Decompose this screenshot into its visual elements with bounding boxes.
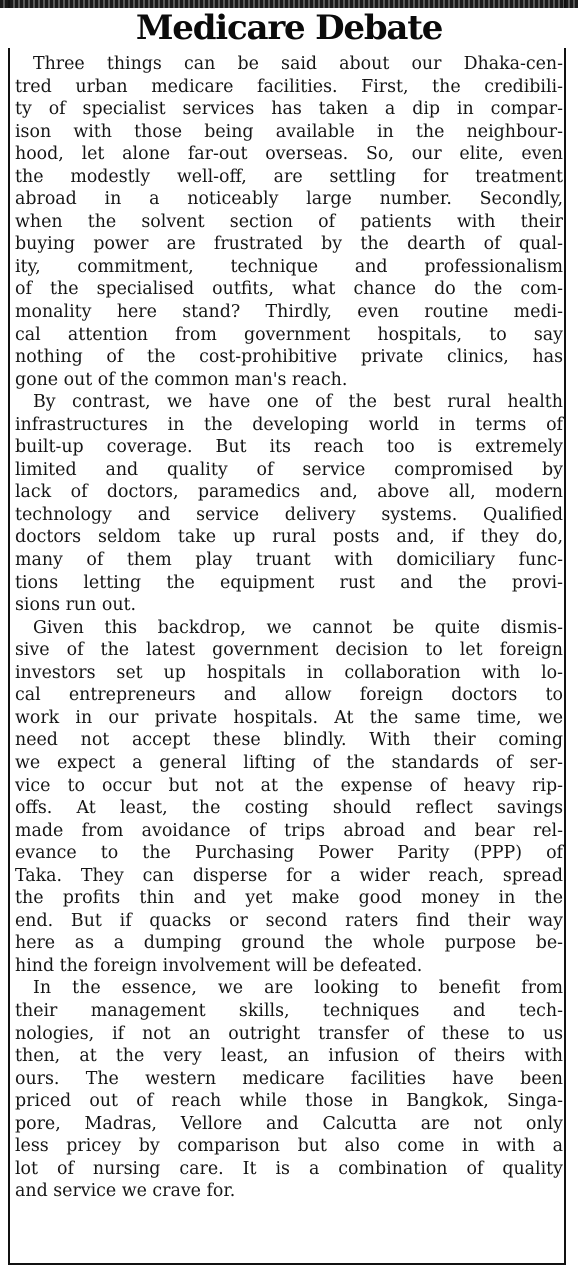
article-line: ity, commitment, technique and professionalism — [15, 256, 563, 277]
article-line: priced out of reach while those in Bangkok, Singa- — [15, 1091, 563, 1112]
article-line: cal entrepreneurs and allow foreign doctors to — [15, 685, 563, 706]
article-line: infrastructures in the developing world in terms of — [15, 414, 563, 435]
article-line: abroad in a noticeably large number. Secondly, — [15, 189, 563, 210]
article-line: their management skills, techniques and tech- — [15, 1000, 563, 1021]
article-line: evance to the Purchasing Power Parity (PPP) of — [15, 843, 563, 864]
article-headline: Medicare Debate — [0, 8, 578, 48]
article-line: gone out of the common man's reach. — [15, 369, 348, 390]
article-line: less pricey by comparison but also come in with a — [15, 1136, 563, 1157]
article-line: then, at the very least, an infusion of theirs with — [15, 1046, 563, 1067]
article-line: ty of specialist services has taken a dip in compar- — [15, 99, 563, 120]
article-line: hind the foreign involvement will be defeated. — [15, 955, 423, 976]
article-line: pore, Madras, Vellore and Calcutta are not only — [15, 1113, 563, 1134]
article-line: many of them play truant with domiciliary func- — [15, 550, 563, 571]
cropped-heading-glyphs — [90, 1264, 101, 1276]
article-line: and service we crave for. — [15, 1181, 236, 1202]
article-line: we expect a general lifting of the standards of ser- — [15, 752, 563, 773]
article-line: vice to occur but not at the expense of heavy rip- — [15, 775, 563, 796]
next-article-heading-cropped — [0, 1262, 578, 1276]
article-line: In the essence, we are looking to benefit from — [33, 978, 563, 999]
article-line: of the specialised outfits, what chance do the com- — [15, 279, 563, 300]
article-line: hood, let alone far-out overseas. So, our elite, even — [15, 144, 563, 165]
article-line: the modestly well-off, are settling for treatment — [15, 166, 563, 187]
article-line: tred urban medicare facilities. First, the credibili- — [15, 76, 563, 97]
article-line: nothing of the cost-prohibitive private clinics, has — [15, 347, 563, 368]
article-line: ison with those being available in the neighbour- — [15, 121, 563, 142]
article-line: lack of doctors, paramedics and, above all, modern — [15, 482, 563, 503]
article-line: made from avoidance of trips abroad and bear rel- — [15, 820, 563, 841]
article-line: need not accept these blindly. With their coming — [15, 730, 563, 751]
article-line: Given this backdrop, we cannot be quite dismis- — [33, 617, 563, 638]
article-line: buying power are frustrated by the dearth of qual- — [15, 234, 563, 255]
article-line: offs. At least, the costing should reflect savings — [15, 798, 563, 819]
article-line: cal attention from government hospitals, to say — [15, 324, 563, 345]
article-line: Three things can be said about our Dhaka-cen- — [33, 54, 563, 74]
article-line: By contrast, we have one of the best rural health — [33, 392, 563, 413]
article-line: ours. The western medicare facilities have been — [15, 1068, 563, 1089]
article-line: lot of nursing care. It is a combination of quality — [15, 1158, 563, 1179]
article-line: nologies, if not an outright transfer of these to us — [15, 1023, 563, 1044]
article-line: investors set up hospitals in collaboration with lo- — [15, 662, 563, 683]
article-line: sive of the latest government decision to let foreign — [15, 640, 563, 661]
article-line: end. But if quacks or second raters find their way — [15, 910, 563, 931]
article-line: doctors seldom take up rural posts and, if they do, — [15, 527, 563, 548]
article-line: technology and service delivery systems. Qualified — [15, 504, 563, 525]
article-line: the profits thin and yet make good money in the — [15, 888, 563, 909]
article-line: when the solvent section of patients with their — [15, 211, 563, 232]
article-line: sions run out. — [15, 595, 137, 616]
article-line: built-up coverage. But its reach too is extremely — [15, 437, 563, 458]
article-line: work in our private hospitals. At the same time, we — [15, 707, 563, 728]
article-line: monality here stand? Thirdly, even routine medi- — [15, 302, 563, 323]
article-body — [15, 53, 563, 1203]
article-line: Taka. They can disperse for a wider reach, spread — [15, 865, 563, 886]
article-line: limited and quality of service compromised by — [15, 459, 563, 480]
article-line: tions letting the equipment rust and the provi- — [15, 572, 563, 593]
article-line: here as a dumping ground the whole purpose be- — [15, 933, 563, 954]
